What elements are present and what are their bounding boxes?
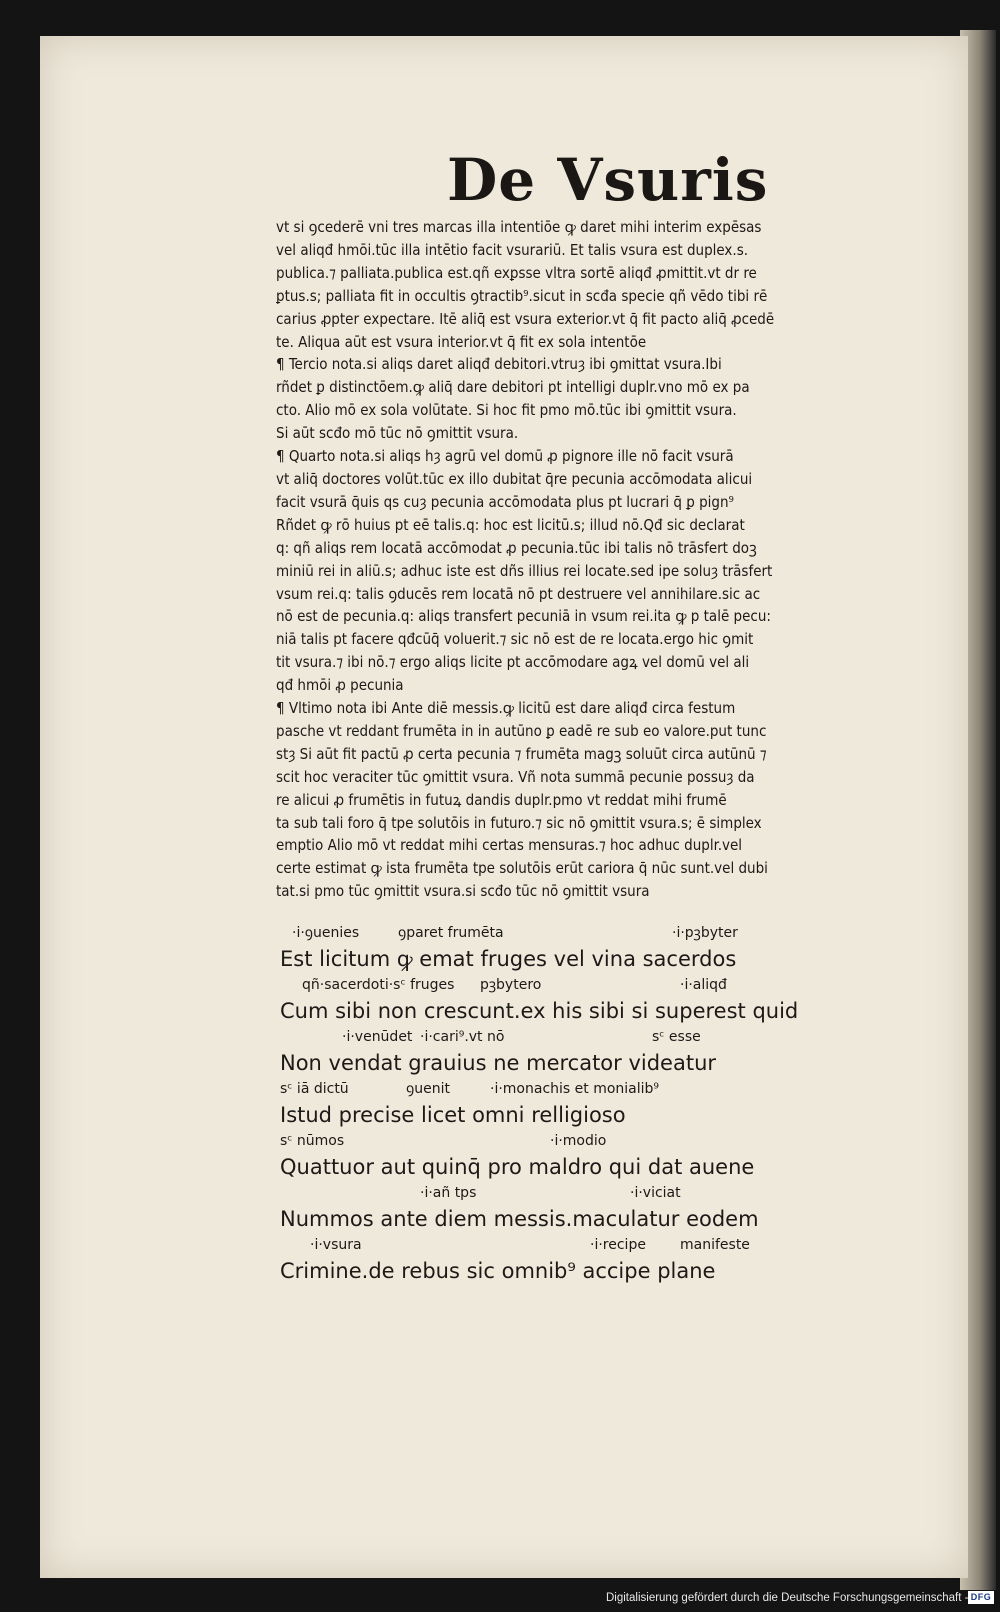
gloss-word: sᶜ nūmos [280, 1133, 345, 1149]
gloss-word: ·i·añ tps [420, 1185, 477, 1201]
commentary-line: nō est de pecunia.q: aliqs transfert pecuniā in vsum rei.ita ꝙ p talē pecu: [276, 607, 771, 626]
gloss-word: manifeste [680, 1237, 750, 1253]
commentary-line: ¶ Quarto nota.si aliqs hȝ agrū vel domū ꝓ pignore ille nō facit vsurā [276, 447, 734, 466]
commentary-line: qđ hmōi ꝓ pecunia [276, 676, 404, 695]
commentary-line: rñdet ꝑ distinctōem.ꝙ aliq̄ dare debitori pt intelligi duplr.vno mō ex pa [276, 378, 750, 397]
commentary-line: q: qñ aliqs rem locatā accōmodat ꝓ pecunia.tūc ibi talis nō trāsfert doꝫ [276, 538, 757, 557]
commentary-line: ta sub tali foro q̄ tpe solutōis in futuro.⁊ sic nō ꝯmittit vsura.s; ē simplex [276, 813, 762, 832]
interlinear-gloss [280, 1182, 880, 1204]
gloss-word: ꝯuenit [406, 1081, 450, 1097]
verse-line: Quattuor aut quinq̄ pro maldro qui dat auene [280, 1155, 755, 1179]
commentary-line: Si aūt scđo mō tūc nō ꝯmittit vsura. [276, 424, 519, 443]
commentary-line: re alicui ꝓ frumētis in futuꝝ dandis duplr.pmo vt reddat mihi frumē [276, 790, 727, 809]
verse-line: Est licitum ꝙ emat fruges vel vina sacerdos [280, 947, 737, 971]
commentary-line: Rñdet ꝙ rō huius pt eē talis.q: hoc est licitū.s; illud nō.Qđ sic declarat [276, 515, 745, 534]
interlinear-gloss [280, 1078, 880, 1100]
commentary-line: vt si ꝯcederē vni tres marcas illa intentiōe ꝙ daret mihi interim expēsas [276, 218, 762, 236]
commentary-line: carius ꝓpter expectare. Itē aliq̄ est vsura exterior.vt q̄ fit pacto aliq̄ ꝓcedē [276, 309, 775, 328]
commentary-text-block [276, 216, 932, 903]
gloss-word: ·i·recipe [590, 1237, 646, 1253]
verse-line: Istud precise licet omni relligioso [280, 1103, 626, 1127]
commentary-line: scit hoc veraciter tūc ꝯmittit vsura. Vñ nota summā pecunie possuȝ da [276, 767, 755, 786]
commentary-line: stȝ Si aūt fit pactū ꝓ certa pecunia ⁊ frumēta magꝫ soluūt circa autūnū ⁊ [276, 744, 767, 763]
commentary-line: ¶ Tercio nota.si aliqs daret aliqđ debitori.vtruȝ ibi ꝯmittat vsura.Ibi [276, 355, 722, 374]
interlinear-gloss [280, 1130, 880, 1152]
gloss-word: sᶜ esse [652, 1029, 701, 1045]
commentary-line: vel aliqđ hmōi.tūc illa intētio facit vsurariū. Et talis vsura est duplex.s. [276, 240, 749, 259]
gloss-word: ·i·venūdet [342, 1029, 413, 1045]
gloss-word: ·i·monachis et monialib⁹ [490, 1081, 660, 1097]
gloss-word: ·i·aliqđ [680, 977, 727, 993]
commentary-line: pasche vt reddant frumēta in in autūno ꝑ eadē re sub eo valore.put tunc [276, 721, 767, 740]
interlinear-gloss [280, 1234, 880, 1256]
verse-line: Non vendat grauius ne mercator videatur [280, 1051, 717, 1075]
digitization-credit: Digitalisierung gefördert durch die Deutsche Forschungsgemeinschaft - [606, 1592, 969, 1604]
gloss-word: sᶜ iā dictū [280, 1081, 349, 1097]
commentary-line: vsum rei.q: talis ꝯducēs rem locatā nō pt destruere vel annihilare.sic ac [276, 584, 761, 603]
gloss-word: ·i·modio [550, 1133, 607, 1149]
commentary-line: tit vsura.⁊ ibi nō.⁊ ergo aliqs licite pt accōmodare agꝝ vel domū vel ali [276, 653, 750, 672]
dfg-logo: DFG [968, 1591, 994, 1604]
commentary-line: miniū rei in aliū.s; adhuc iste est dñs illius rei locate.sed ipe soluȝ trāsfert [276, 561, 773, 580]
commentary-line: cto. Alio mō ex sola volūtate. Si hoc fit pmo mō.tūc ibi ꝯmittit vsura. [276, 401, 737, 420]
gloss-word: ·i·vsura [310, 1237, 362, 1253]
commentary-line: niā talis pt facere qđcūq̄ voluerit.⁊ sic nō est de re locata.ergo hic ꝯmit [276, 630, 754, 649]
interlinear-gloss [280, 1026, 880, 1048]
commentary-line: tat.si pmo tūc ꝯmittit vsura.si scđo tūc nō ꝯmittit vsura [276, 882, 650, 901]
verse-line: Nummos ante diem messis.maculatur eodem [280, 1207, 759, 1231]
commentary-line: certe estimat ꝙ ista frumēta tpe solutōis erūt cariora q̄ nūc sunt.vel dubi [276, 859, 768, 878]
interlinear-gloss [280, 974, 880, 996]
commentary-line: vt aliq̄ doctores volūt.tūc ex illo dubitat q̄re pecunia accōmodata alicui [276, 469, 753, 488]
commentary-line: publica.⁊ palliata.publica est.qñ exꝑsse vltra sortē aliqđ ꝓmittit.vt dr re [276, 263, 757, 282]
commentary-line: emptio Alio mō vt reddat mihi certas mensuras.⁊ hoc adhuc duplr.vel [276, 836, 743, 855]
commentary-line: facit vsurā q̄uis qs cuȝ pecunia accōmodata plus pt lucrari q̄ ꝑ pign⁹ [276, 492, 734, 511]
verse-block [280, 922, 880, 1286]
interlinear-gloss [280, 922, 880, 944]
gloss-word: ·i·viciat [630, 1185, 681, 1201]
gloss-word: qñ·sacerdoti·sᶜ fruges [302, 977, 455, 993]
verse-line: Cum sibi non crescunt.ex his sibi si superest quid [280, 999, 799, 1023]
gloss-word: ·i·cari⁹.vt nō [420, 1029, 505, 1045]
commentary-line: ꝑtus.s; palliata fit in occultis ꝯtractib⁹.sicut in scđa specie qñ vēdo tibi rē [276, 286, 768, 305]
gloss-word: ·i·ꝯuenies [292, 925, 360, 941]
running-title: De Vsuris [447, 146, 769, 214]
verse-line: Crimine.de rebus sic omnib⁹ accipe plane [280, 1259, 716, 1283]
commentary-line: te. Aliqua aūt est vsura interior.vt q̄ fit ex sola intentōe [276, 332, 647, 351]
gloss-word: pꝫbytero [480, 977, 542, 993]
gloss-word: ·i·pꝫbyter [672, 925, 738, 941]
gloss-word: ꝯparet frumēta [398, 925, 504, 941]
commentary-line: ¶ Vltimo nota ibi Ante diē messis.ꝙ licitū est dare aliqđ circa festum [276, 699, 736, 718]
